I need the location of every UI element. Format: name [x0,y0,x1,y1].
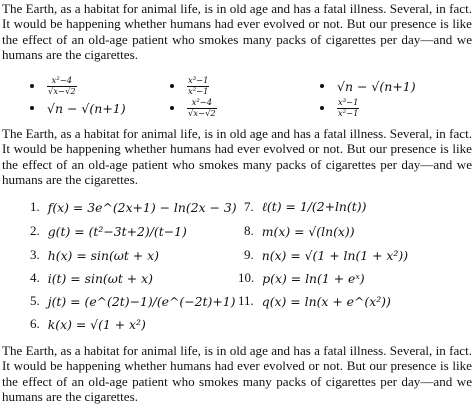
exercise-number: 6. [30,316,40,331]
exercise-number: 4. [30,270,40,285]
exercise-expression: p(x) = ln(1 + eˣ) [262,270,365,286]
exercise-number: 8. [244,223,254,238]
bullet-item [320,75,416,97]
exercise-expression: j(t) = (e^(2t)−1)/(e^(−2t)+1) [47,293,236,309]
bullet-item [170,75,209,97]
exercise-expression: h(x) = sin(ωt + x) [47,247,159,263]
exercise-expression: f(x) = 3e^(2x+1) − ln(2x − 3) [47,199,237,215]
exercise-number: 10. [238,270,255,285]
exercise-expression: i(t) = sin(ωt + x) [47,270,153,286]
bullet-item [30,97,126,119]
exercise-item [30,267,153,289]
exercise-number: 7. [244,199,254,214]
exercise-item [244,196,366,218]
bullet-dot-icon [30,106,34,110]
exercise-number: 3. [30,247,40,262]
bullet-dot-icon [170,84,174,88]
paragraph: The Earth, as a habitat for animal life, is in old age and has a fatal illness. Several, in fact. It would be happening whether humans had ever evolved or not. But our presence is like the effect of an old-age patient who smokes many packs of cigarettes per day—and we humans are the cigarettes. [2,343,472,404]
exercise-item [30,290,235,312]
fraction-denominator: √x−√2 [48,85,76,96]
fraction [187,76,209,96]
exercise-expression: m(x) = √(ln(x)) [261,223,355,239]
exercise-item [238,290,391,312]
exercise-expression: n(x) = √(1 + ln(1 + x²)) [261,247,409,263]
expression: √n − √(n+1) [337,78,416,94]
expression: √n − √(n+1) [47,100,126,116]
exercise-expression: q(x) = ln(x + e^(x²)) [261,293,391,309]
exercise-item [244,220,355,242]
exercise-expression: k(x) = √(1 + x²) [47,316,146,332]
exercise-item [30,313,146,335]
bullet-dot-icon [320,106,324,110]
paragraph: The Earth, as a habitat for animal life, is in old age and has a fatal illness. Several, in fact. It would be happening whether humans had ever evolved or not. But our presence is like the effect of an old-age patient who smokes many packs of cigarettes per day—and we humans are the cigarettes. [2,126,472,187]
fraction-denominator: x²−1 [338,107,359,118]
exercise-expression: g(t) = (t²−3t+2)/(t−1) [47,223,187,239]
exercise-item [30,220,187,242]
bullet-item [320,97,359,119]
fraction-numerator: x²−4 [51,75,73,85]
bullet-dot-icon [30,84,34,88]
exercise-item [30,244,159,266]
fraction [47,76,77,96]
paragraph: The Earth, as a habitat for animal life, is in old age and has a fatal illness. Several, in fact. It would be happening whether humans had ever evolved or not. But our presence is like the effect of an old-age patient who smokes many packs of cigarettes per day—and we humans are the cigarettes. [2,1,472,62]
exercise-number: 2. [30,223,40,238]
exercise-item [238,267,365,289]
bullet-item [170,97,217,119]
exercise-item [244,244,408,266]
exercise-number: 11. [238,293,254,308]
fraction-denominator: √x−√2 [188,107,216,118]
exercise-expression: ℓ(t) = 1/(2+ln(t)) [261,199,367,214]
bullet-item [30,75,77,97]
bullet-dot-icon [320,84,324,88]
fraction-denominator: x²−1 [188,85,209,96]
fraction [337,98,359,118]
bullet-dot-icon [170,106,174,110]
fraction [187,98,217,118]
exercise-number: 1. [30,199,40,214]
fraction-numerator: x³−1 [188,75,209,85]
exercise-item [30,196,237,218]
exercise-number: 9. [244,247,254,262]
fraction-numerator: x³−1 [338,97,359,107]
exercise-number: 5. [30,293,40,308]
fraction-numerator: x²−4 [191,97,213,107]
